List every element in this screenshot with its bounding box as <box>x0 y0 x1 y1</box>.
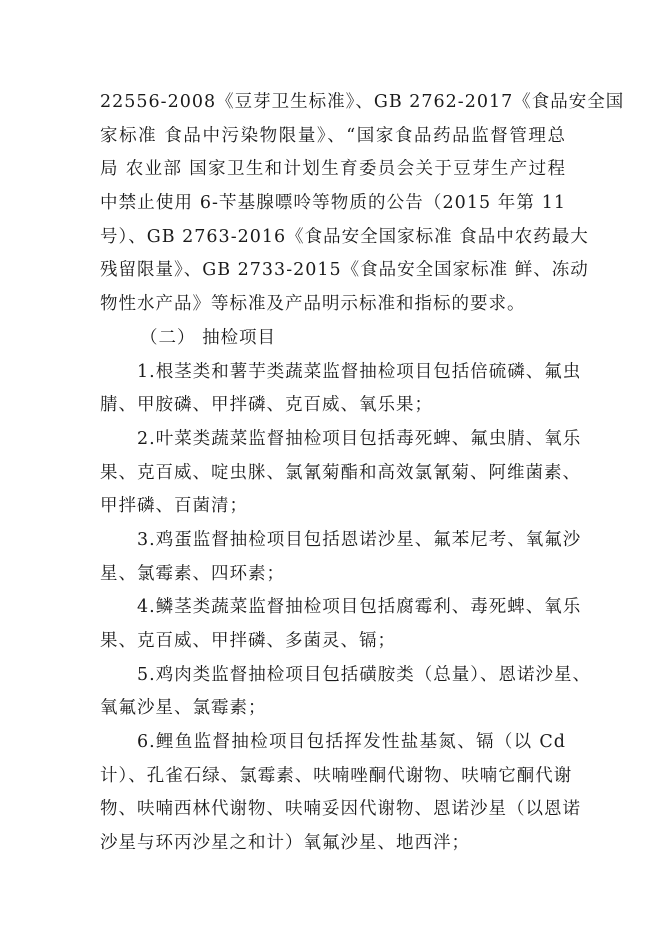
text-line: 4.鳞茎类蔬菜监督抽检项目包括腐霉利、毒死蜱、氧乐 <box>137 597 582 618</box>
text-line: 腈、甲胺磷、甲拌磷、克百威、氧乐果； <box>100 395 433 416</box>
section-heading <box>100 322 566 356</box>
text-line: 2.叶菜类蔬菜监督抽检项目包括毒死蜱、氟虫腈、氧乐 <box>137 428 582 449</box>
document-page <box>100 86 625 861</box>
text-line: 果、克百威、甲拌磷、多菌灵、镉； <box>100 631 396 651</box>
list-item <box>100 423 582 524</box>
text-line: 甲拌磷、百菌清； <box>100 496 248 517</box>
text-line: 氧氟沙星、氯霉素； <box>100 698 267 719</box>
text-line: 家标准 食品中污染物限量》、“国家食品药品监督管理总 <box>100 125 566 146</box>
list-item <box>100 591 582 658</box>
list-item <box>100 659 591 726</box>
body-paragraph <box>100 86 625 322</box>
text-line: 号）、GB 2763-2016《食品安全国家标准 食品中农药最大 <box>100 226 589 247</box>
text-line: 果、克百威、啶虫脒、氯氰菊酯和高效氯氰菊、阿维菌素、 <box>100 462 581 483</box>
text-line: 中禁止使用 6-苄基腺嘌呤等物质的公告（2015 年第 11 <box>100 193 566 214</box>
text-line: 5.鸡肉类监督抽检项目包括磺胺类（总量）、恩诺沙星、 <box>137 664 591 685</box>
text-line: 物性水产品》等标准及产品明示标准和指标的要求。 <box>100 294 526 315</box>
text-line: 物、呋喃西林代谢物、呋喃妥因代谢物、恩诺沙星（以恩诺 <box>100 799 581 820</box>
text-line: 局 农业部 国家卫生和计划生育委员会关于豆芽生产过程 <box>100 159 566 180</box>
text-line: 3.鸡蛋监督抽检项目包括恩诺沙星、氟苯尼考、氧氟沙 <box>137 529 582 550</box>
list-item <box>100 524 582 591</box>
text-line: 星、氯霉素、四环素； <box>100 563 285 584</box>
list-item <box>100 726 581 861</box>
text-line: 6.鲤鱼监督抽检项目包括挥发性盐基氮、镉（以 Cd <box>137 732 566 753</box>
text-line: （二） 抽检项目 <box>140 327 277 348</box>
list-item <box>100 356 582 423</box>
text-line: 22556-2008《豆芽卫生标准》、GB 2762-2017《食品安全国 <box>100 92 625 112</box>
text-line: 1.根茎类和薯芋类蔬菜监督抽检项目包括倍硫磷、氟虫 <box>137 361 582 382</box>
text-line: 残留限量》、GB 2733-2015《食品安全国家标准 鲜、冻动 <box>100 260 589 281</box>
text-line: 计）、孔雀石绿、氯霉素、呋喃唑酮代谢物、呋喃它酮代谢 <box>100 765 573 786</box>
text-line: 沙星与环丙沙星之和计）氧氟沙星、地西泮； <box>100 833 470 854</box>
